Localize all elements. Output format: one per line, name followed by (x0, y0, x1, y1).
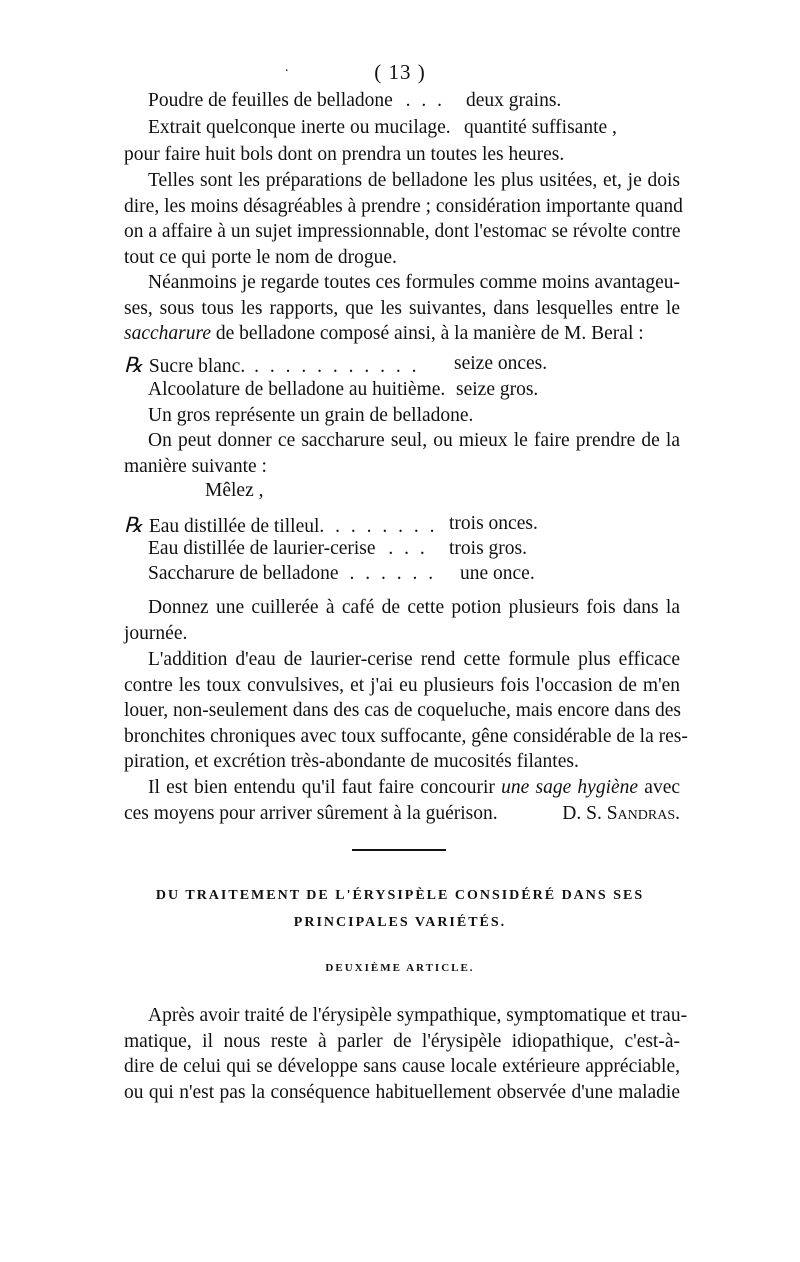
text-line: dire, les moins désagréables à prendre ; considération importante quand (124, 195, 683, 217)
quantity: seize gros. (456, 379, 539, 400)
text-line: on a affaire à un sujet impressionnable, dont l'estomac se révolte contre (124, 221, 681, 243)
text-line: manière suivante : (124, 455, 267, 477)
text-line: ou qui n'est pas la conséquence habituellement observée d'une maladie (124, 1081, 680, 1103)
text-line: Donnez une cuillerée à café de cette potion plusieurs fois dans la (148, 597, 680, 618)
ingredient: Extrait quelconque inerte ou mucilage. (148, 117, 451, 138)
text-line: Néanmoins je regarde toutes ces formules comme moins avantageu- (148, 272, 680, 293)
text-line: On peut donner ce saccharure seul, ou mieux le faire prendre de la (148, 430, 680, 451)
quantity: une once. (460, 563, 535, 584)
ingredient: Saccharure de belladone (148, 563, 339, 584)
text-line: dire de celui qui se développe sans cause locale extérieure appréciable, (124, 1056, 680, 1078)
stray-dot: . (285, 60, 290, 75)
article-subtitle: DEUXIÈME ARTICLE. (325, 962, 475, 974)
text-line: matique, il nous reste à parler de l'érysipèle idiopathique, c'est-à- (124, 1030, 680, 1052)
paragraph (124, 428, 680, 479)
text-line: ses, sous tous les rapports, que les suivantes, dans lesquelles entre le (124, 297, 680, 319)
paragraph (124, 595, 680, 646)
ingredient: Eau distillée de tilleul. (148, 516, 325, 537)
text-line: bronchites chroniques avec toux suffocante, gêne considérable de la res- (124, 725, 688, 747)
paragraph (124, 647, 688, 775)
recipe-line (148, 90, 445, 112)
leader-dots: . . . (405, 90, 445, 111)
ingredient: Sucre blanc. (148, 356, 246, 377)
italic-phrase: une sage hygiène (501, 777, 639, 798)
text-span: ces moyens pour arriver sûrement à la guérison. (124, 802, 498, 824)
text-line: L'addition d'eau de laurier-cerise rend cette formule plus efficace (148, 649, 680, 670)
text-line (124, 801, 680, 827)
note: Un gros représente un grain de belladone. (148, 405, 474, 426)
ingredient: Alcoolature de belladone au huitième. (148, 379, 446, 400)
quantity: trois gros. (449, 538, 527, 559)
article-title-line-1: DU TRAITEMENT DE L'ÉRYSIPÈLE CONSIDÉRÉ DANS SES (155, 888, 645, 903)
melez: Mêlez , (205, 480, 264, 501)
quantity: quantité suffisante , (464, 117, 617, 138)
leader-dots: . . . (388, 538, 428, 559)
paragraph (124, 1003, 688, 1105)
ingredient: Eau distillée de laurier-cerise (148, 538, 376, 559)
recipe-line (124, 513, 438, 538)
italic-term: saccharure (124, 323, 212, 345)
ingredient: Poudre de feuilles de belladone (148, 90, 393, 111)
quantity: deux grains. (466, 90, 562, 111)
quantity: seize onces. (454, 353, 548, 374)
text-span: Il est bien entendu qu'il faut faire concourir (148, 777, 502, 798)
text-line: piration, et excrétion très-abondante de mucosités filantes. (124, 751, 579, 773)
recipe-line (124, 353, 419, 378)
page-number-text: ( 13 ) (374, 60, 426, 84)
paragraph (124, 168, 683, 270)
text-line (124, 321, 680, 347)
section-divider (352, 849, 446, 851)
text-line: tout ce qui porte le nom de drogue. (124, 246, 397, 268)
quantity: trois onces. (449, 513, 538, 534)
recipe-symbol-icon: ℞ (124, 513, 143, 537)
paragraph (124, 775, 680, 826)
text-span: de belladone composé ainsi, à la manière de M. Beral : (211, 323, 644, 345)
recipe-line (148, 538, 428, 560)
recipe-symbol-icon: ℞ (124, 353, 143, 377)
text-line: Telles sont les préparations de belladone les plus usitées, et, je dois (148, 170, 680, 191)
text-span: avec (638, 777, 680, 798)
article-title-line-2: PRINCIPALES VARIÉTÉS. (293, 915, 507, 930)
text-line: louer, non-seulement dans des cas de coqueluche, mais encore dans des (124, 700, 681, 722)
text-line: pour faire huit bols dont on prendra un toutes les heures. (124, 144, 565, 165)
text-line: journée. (124, 622, 188, 644)
text-line: Après avoir traité de l'érysipèle sympathique, symptomatique et trau- (148, 1005, 688, 1026)
text-line: contre les toux convulsives, et j'ai eu plusieurs fois l'occasion de m'en (124, 674, 680, 696)
paragraph (124, 270, 680, 347)
paragraph (124, 142, 680, 168)
leader-dots: . . . . . . . (335, 516, 438, 537)
text-line (124, 775, 680, 801)
leader-dots: . . . . . . (349, 563, 437, 584)
leader-dots: . . . . . . . . . . . (254, 356, 420, 377)
page-number (0, 60, 800, 85)
author-signature: D. S. Sandras. (562, 802, 680, 824)
recipe-line (148, 563, 436, 585)
